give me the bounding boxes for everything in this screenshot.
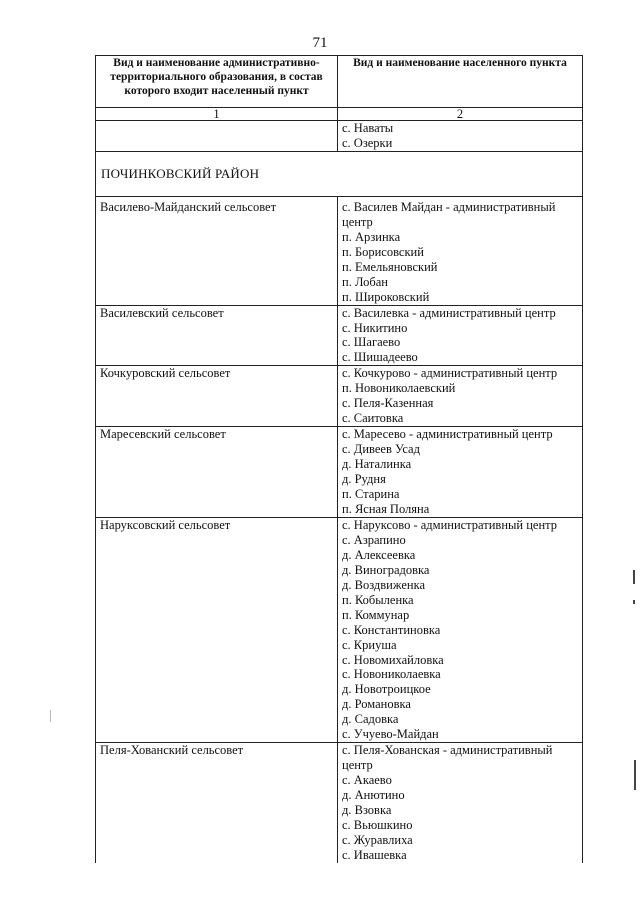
settlement-item: п. Коммунар <box>342 607 410 622</box>
settlement-item: п. Арзинка <box>342 229 401 244</box>
settlement-item: д. Романовка <box>342 697 411 712</box>
table-row-council <box>96 196 583 305</box>
council-settlements <box>338 743 583 863</box>
settlement-item: д. Рудня <box>342 472 386 487</box>
settlement-item: д. Наталинка <box>342 457 412 472</box>
settlement-item: п. Старина <box>342 487 400 502</box>
settlement-item: д. Анютино <box>342 788 405 803</box>
council-settlements <box>338 366 583 427</box>
settlement-item: с. Журавлиха <box>342 832 413 847</box>
settlement-item: с. Новомихайловка <box>342 652 444 667</box>
council-settlements <box>338 305 583 366</box>
settlement-item: с. Никитино <box>342 320 408 335</box>
header-column-2: Вид и наименование населенного пункта <box>338 56 583 108</box>
settlement-item: с. Новониколаевка <box>342 667 441 682</box>
column-number-1: 1 <box>96 108 338 121</box>
column-number-2: 2 <box>338 108 583 121</box>
settlement-item: с. Василев Майдан - административный центр <box>342 199 556 229</box>
table-row-council <box>96 517 583 742</box>
settlement-item: с. Озерки <box>342 135 393 150</box>
settlement-item: с. Азрапино <box>342 532 406 547</box>
settlement-item: п. Новониколаевский <box>342 381 456 396</box>
column-number-row <box>96 108 583 121</box>
settlement-item: п. Лобан <box>342 274 388 289</box>
council-settlements <box>338 427 583 518</box>
council-name: Пеля-Хованский сельсовет <box>96 743 338 863</box>
settlement-item: п. Широковский <box>342 289 430 304</box>
table-row-council <box>96 427 583 518</box>
table-row-council <box>96 366 583 427</box>
district-row <box>96 151 583 196</box>
settlement-item: с. Наваты <box>342 121 394 135</box>
settlement-item: д. Взовка <box>342 803 392 818</box>
settlement-item: с. Маресево - административный центр <box>342 427 553 442</box>
table-row-council <box>96 305 583 366</box>
council-name: Василево-Майданский сельсовет <box>96 196 338 305</box>
settlement-item: с. Пеля-Хованская - административный центр <box>342 743 553 773</box>
scan-mark <box>633 600 635 604</box>
settlement-item: с. Учуево-Майдан <box>342 727 439 742</box>
settlement-item: д. Садовка <box>342 712 399 727</box>
settlement-item: с. Василевка - административный центр <box>342 305 556 320</box>
continuation-row <box>96 121 583 152</box>
district-name: ПОЧИНКОВСКИЙ РАЙОН <box>96 151 583 196</box>
settlement-item: с. Дивеев Усад <box>342 442 420 457</box>
page-number: 71 <box>312 35 328 51</box>
settlement-item: с. Ивашевка <box>342 847 407 862</box>
settlement-item: с. Криуша <box>342 637 397 652</box>
settlement-item: п. Ясная Поляна <box>342 501 430 516</box>
settlement-item: п. Кобыленка <box>342 592 414 607</box>
scan-mark <box>633 570 635 584</box>
council-name: Маресевский сельсовет <box>96 427 338 518</box>
settlements-table <box>95 55 583 863</box>
settlement-item: с. Саитовка <box>342 411 404 426</box>
settlement-item: д. Алексеевка <box>342 547 416 562</box>
settlement-item: с. Вьюшкино <box>342 817 413 832</box>
settlement-item: с. Кочкурово - административный центр <box>342 366 558 381</box>
settlement-item: с. Шагаево <box>342 335 401 350</box>
scan-mark <box>50 710 51 722</box>
council-settlements <box>338 517 583 742</box>
council-name: Кочкуровский сельсовет <box>96 366 338 427</box>
scan-mark <box>634 760 636 790</box>
table-row-council <box>96 743 583 863</box>
settlement-item: с. Наруксово - административный центр <box>342 517 558 532</box>
header-column-1: Вид и наименование административно-территориального образования, в состав которого входит населенный пункт <box>96 56 338 108</box>
settlement-item: д. Виноградовка <box>342 562 430 577</box>
settlement-item: д. Воздвиженка <box>342 577 426 592</box>
settlement-item: п. Борисовский <box>342 244 424 259</box>
council-name: Василевский сельсовет <box>96 305 338 366</box>
settlement-item: с. Пеля-Казенная <box>342 396 434 411</box>
council-settlements <box>338 196 583 305</box>
settlement-item: п. Емельяновский <box>342 259 438 274</box>
settlement-item: д. Новотроицкое <box>342 682 431 697</box>
continuation-settlements <box>338 121 583 152</box>
settlement-item: с. Константиновка <box>342 622 441 637</box>
council-name: Наруксовский сельсовет <box>96 517 338 742</box>
settlement-item: с. Шишадеево <box>342 350 418 365</box>
table-header-row <box>96 56 583 108</box>
settlement-item: с. Акаево <box>342 773 392 788</box>
